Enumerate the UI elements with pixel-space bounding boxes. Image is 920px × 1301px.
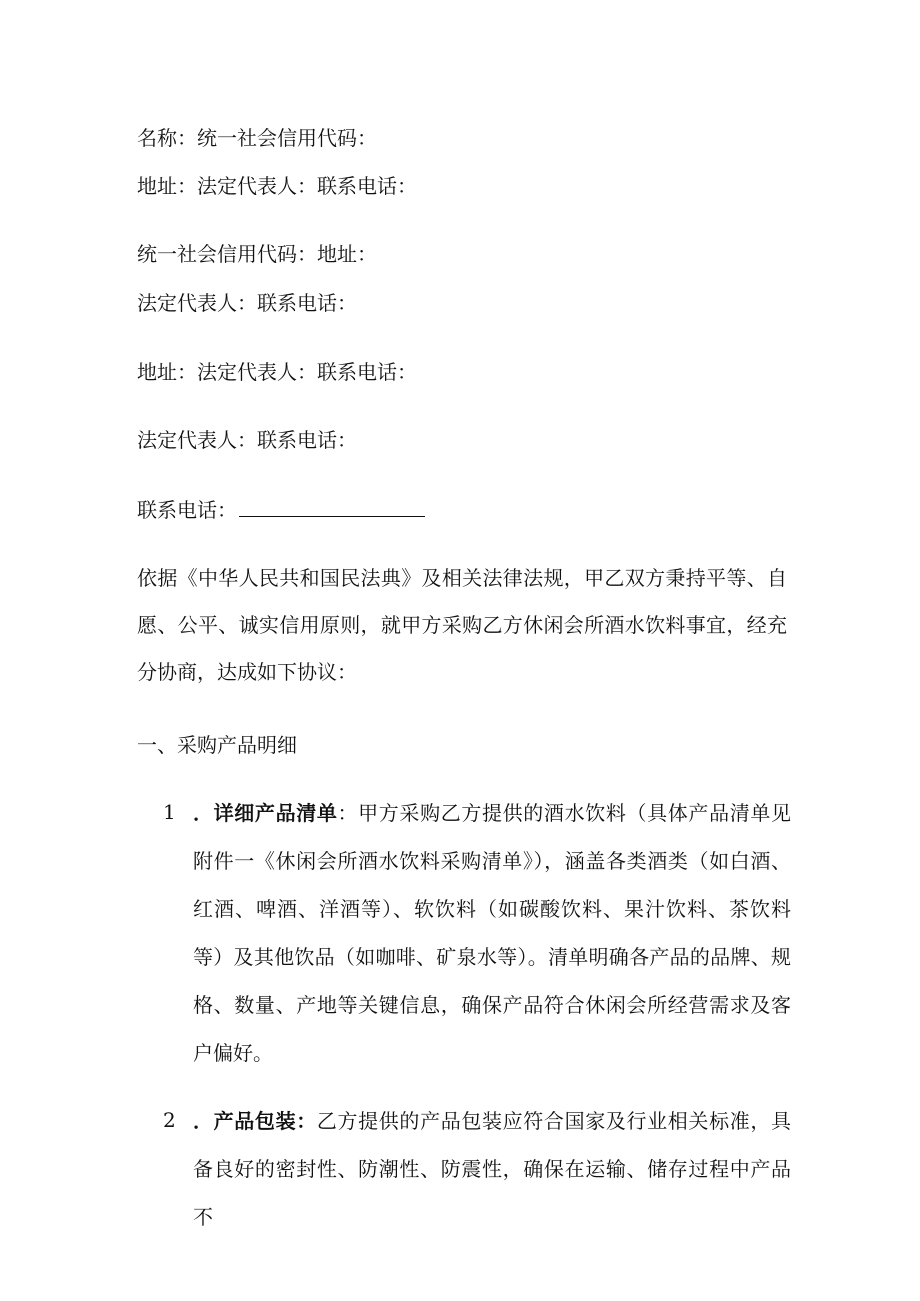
item-title: ．产品包装：	[193, 1109, 317, 1133]
item-text: ：甲方采购乙方提供的酒水饮料（具体产品清单见附件一《休闲会所酒水饮料采购清单》），涵盖各类酒类（如白酒、红酒、啤酒、洋酒等）、软饮料（如碳酸饮料、果汁饮料、茶饮料等）及其他饮品（如咖啡、矿泉水等）。清单明确各产品的品牌、规格、数量、产地等关键信息，确保产品符合休闲会所经营需求及客户偏好。	[193, 801, 791, 1065]
item-number: 1	[163, 800, 176, 824]
item-text: 乙方提供的产品包装应符合国家及行业相关标准，具备良好的密封性、防潮性、防震性，确保在运输、储存过程中产品不	[193, 1109, 792, 1229]
section-heading: 一、采购产品明细	[137, 733, 297, 757]
phone-label: 联系电话：	[137, 498, 237, 522]
header-line-legal-rep: 法定代表人：联系电话：	[137, 291, 357, 315]
header-line-address: 地址：法定代表人：联系电话：	[137, 174, 417, 198]
item-body	[193, 789, 791, 1077]
intro-paragraph: 依据《中华人民共和国民法典》及相关法律法规，甲乙双方秉持平等、自愿、公平、诚实信用原则，就甲方采购乙方休闲会所酒水饮料事宜，经充分协商，达成如下协议：	[137, 566, 787, 684]
header-line-address-2: 地址：法定代表人：联系电话：	[137, 360, 417, 384]
header-line-name: 名称：统一社会信用代码：	[137, 126, 377, 150]
phone-line	[137, 497, 425, 523]
header-line-credit-code: 统一社会信用代码：地址：	[137, 242, 377, 266]
item-title: ．详细产品清单	[193, 801, 338, 825]
item-number: 2	[163, 1108, 176, 1132]
item-body	[193, 1097, 791, 1241]
header-line-legal-rep-2: 法定代表人：联系电话：	[137, 428, 357, 452]
phone-blank-underline	[239, 497, 425, 517]
